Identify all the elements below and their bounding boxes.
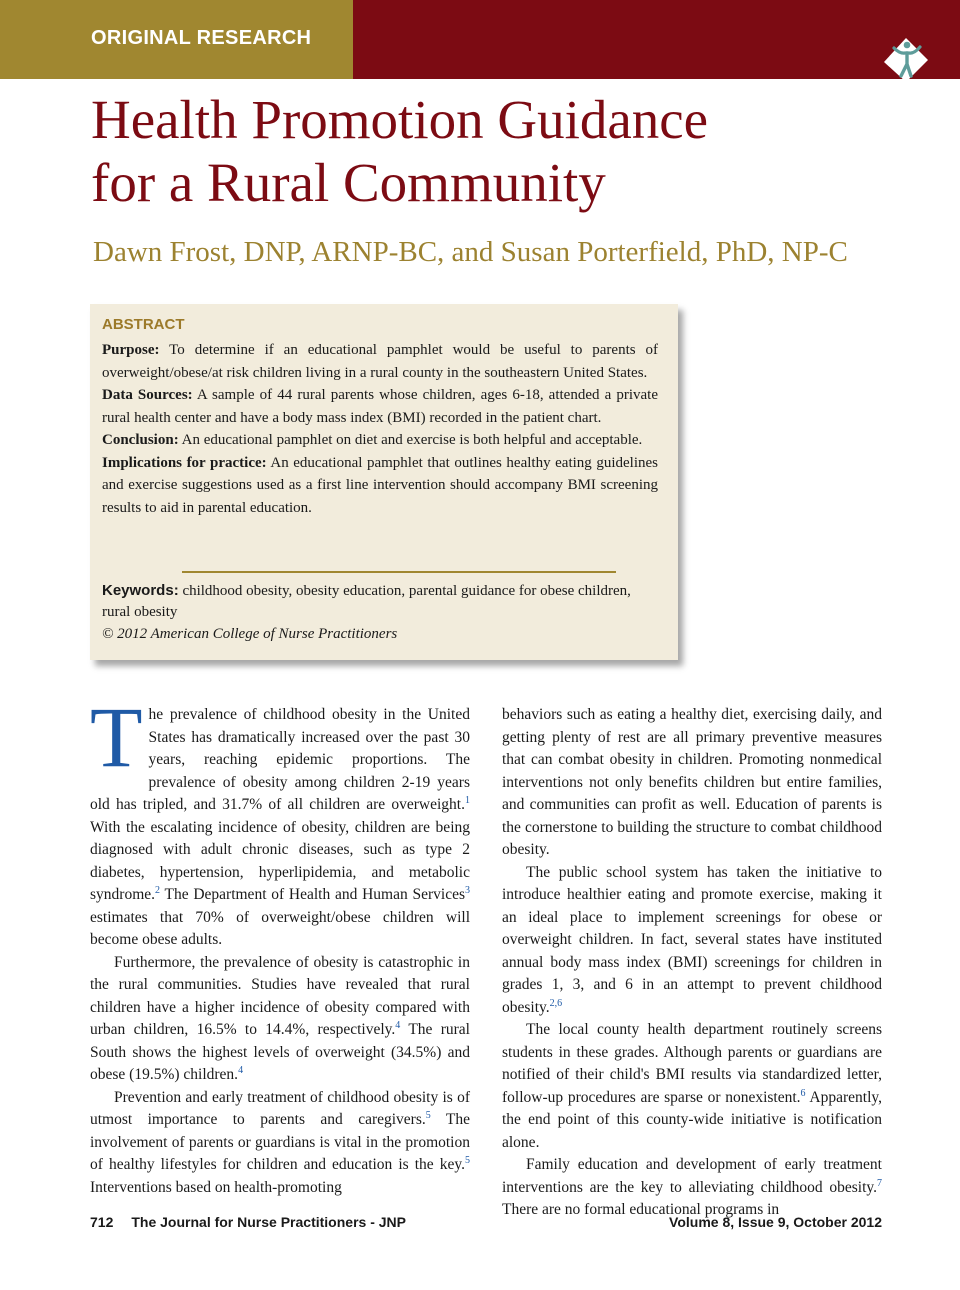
text: The rural South shows the highest levels of overweight (34.5%) and obese (19.5%) children. bbox=[90, 1021, 470, 1083]
abstract-body bbox=[102, 339, 658, 519]
abstract-implications bbox=[102, 452, 658, 520]
text: Family education and development of early treatment interventions are the key to alleviating childhood obesity. bbox=[502, 1156, 882, 1196]
paragraph bbox=[502, 1019, 882, 1154]
reference-link[interactable]: 5 bbox=[425, 1109, 431, 1121]
reference-link[interactable]: 6 bbox=[800, 1087, 806, 1099]
reference-link[interactable]: 4 bbox=[395, 1019, 401, 1031]
purpose-label: Purpose: bbox=[102, 342, 160, 358]
text: The involvement of parents or guardians is vital in the promotion of healthy lifestyles for children and education is the key. bbox=[90, 1111, 470, 1173]
text: The Department of Health and Human Services bbox=[160, 886, 465, 903]
keywords-label: Keywords: bbox=[102, 582, 179, 599]
abstract-heading: ABSTRACT bbox=[102, 316, 185, 333]
paragraph bbox=[502, 704, 882, 862]
section-label: ORIGINAL RESEARCH bbox=[91, 27, 312, 49]
implications-text: An educational pamphlet that outlines healthy eating guidelines and exercise suggestions used as a first line intervention should accompany BMI screening results to aid in parental education. bbox=[102, 454, 658, 516]
text: Interventions based on health-promoting bbox=[90, 1178, 342, 1196]
title-line-1: Health Promotion Guidance bbox=[91, 89, 709, 150]
implications-label: Implications for practice: bbox=[102, 454, 267, 471]
text: There are no formal educational programs in bbox=[502, 1201, 780, 1218]
text: Prevention and early treatment of childhood obesity is of utmost importance to parents and caregivers. bbox=[90, 1088, 470, 1128]
text: Furthermore, the prevalence of obesity is catastrophic in the rural communities. Studies have revealed that rural children have a higher incidence of obesity compared with urban children, 16.5% to 14.4%, respectively. bbox=[90, 953, 470, 1038]
purpose-text: To determine if an educational pamphlet would be useful to parents of overweight/obese/at risk children living in a rural county in the southeastern United States. bbox=[102, 342, 658, 381]
paragraph bbox=[90, 952, 470, 1087]
reference-link[interactable]: 3 bbox=[465, 884, 470, 896]
article-title bbox=[91, 88, 951, 214]
text: Apparently, the end point of this county-wide initiative is notification alone. bbox=[502, 1088, 882, 1151]
reference-link[interactable]: 5 bbox=[465, 1154, 470, 1166]
author-line: Dawn Frost, DNP, ARNP-BC, and Susan Porterfield, PhD, NP-C bbox=[93, 236, 848, 268]
paragraph bbox=[90, 689, 470, 952]
text: behaviors such as eating a healthy diet, exercising daily, and getting plenty of rest are all primary preventive measures that can combat obesity in children. Promoting nonmedical interventions not only benefits children but entire families, and communities can profit as well. Education of parents is the cornerstone to building the structure to combat childhood obesity. bbox=[502, 706, 882, 858]
conclusion-label: Conclusion: bbox=[102, 432, 179, 448]
reference-link[interactable]: 2 bbox=[155, 884, 161, 896]
text: With the escalating incidence of obesity, children are being diagnosed with adult chronic diseases, such as type 2 diabetes, hypertension, hyperlipidemia, and metabolic syndrome. bbox=[90, 818, 470, 903]
title-line-2: for a Rural Community bbox=[91, 152, 606, 213]
reference-link[interactable]: 2,6 bbox=[549, 997, 563, 1009]
keywords bbox=[102, 580, 632, 623]
paragraph bbox=[502, 1154, 882, 1222]
header-bar-maroon bbox=[353, 0, 960, 79]
text: The public school system has taken the initiative to introduce healthier eating and promote exercise, making it an ideal place to implement screenings for obese or overweight children. In fact, several states have instituted annual body mass index (BMI) screenings for children in grades 1, 3, and 6 in an attempt to prevent childhood obesity. bbox=[502, 863, 882, 1016]
conclusion-text: An educational pamphlet on diet and exercise is both helpful and acceptable. bbox=[178, 432, 643, 448]
text: estimates that 70% of overweight/obese children will become obese adults. bbox=[90, 908, 470, 948]
issue-info: Volume 8, Issue 9, October 2012 bbox=[669, 1214, 882, 1230]
reference-link[interactable]: 7 bbox=[877, 1177, 882, 1189]
paragraph bbox=[90, 1087, 470, 1200]
drop-cap: T bbox=[90, 689, 143, 785]
journal-name: The Journal for Nurse Practitioners - JNP bbox=[131, 1214, 406, 1230]
text: he prevalence of childhood obesity in the United States has dramatically increased over the past 30 years, reaching epidemic proportions. The prevalence of obesity among children 2-19 years old has tripled, and 31.7% of all children are overweight. bbox=[90, 706, 470, 813]
body-column-left bbox=[90, 689, 470, 1199]
sources-text: A sample of 44 rural parents whose children, ages 6-18, attended a private rural health center and have a body mass index (BMI) recorded in the patient chart. bbox=[102, 387, 658, 426]
abstract-divider bbox=[182, 571, 616, 573]
page-number: 712 bbox=[90, 1214, 114, 1230]
person-figure-icon bbox=[880, 34, 932, 82]
abstract-sources bbox=[102, 384, 658, 429]
reference-link[interactable]: 4 bbox=[238, 1064, 244, 1076]
paragraph bbox=[502, 862, 882, 1020]
body-column-right bbox=[502, 704, 882, 1222]
footer-left bbox=[90, 1214, 406, 1230]
sources-label: Data Sources: bbox=[102, 387, 193, 403]
abstract-purpose bbox=[102, 339, 658, 384]
copyright: © 2012 American College of Nurse Practitioners bbox=[102, 626, 398, 642]
text: The local county health department routinely screens students in these grades. Although parents or guardians are notified of their child's BMI results via standardized letter, follow-up procedures are sparse or nonexistent. bbox=[502, 1021, 882, 1106]
reference-link[interactable]: 1 bbox=[465, 794, 470, 806]
keywords-text: childhood obesity, obesity education, parental guidance for obese children, rural obesity bbox=[102, 583, 631, 620]
abstract-conclusion bbox=[102, 429, 658, 452]
